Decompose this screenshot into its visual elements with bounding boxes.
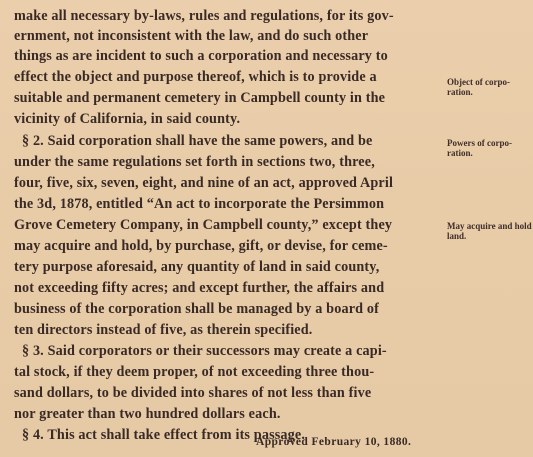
text-line: may acquire and hold, by purchase, gift, or devise, for ceme- [14,238,388,254]
text-line: sand dollars, to be divided into shares of not less than five [14,385,372,401]
text-line: ernment, not inconsistent with the law, and do such other [14,28,369,44]
margin-note-land: May acquire and hold land. [447,221,532,241]
text-line: under the same regulations set forth in sections two, three, [14,154,375,170]
section-3-start: § 3. Said corporators or their successors may create a capi- [22,343,387,359]
text-line: make all necessary by-laws, rules and regulations, for its gov- [14,8,394,24]
text-line: four, five, six, seven, eight, and nine of an act, approved April [14,175,394,191]
text-line: not exceeding fifty acres; and except further, the affairs and [14,280,385,296]
text-line: things as are incident to such a corporation and necessary to [14,48,388,64]
text-line: nor greater than two hundred dollars each. [14,406,281,422]
text-line: effect the object and purpose thereof, which is to provide a [14,69,377,85]
text-line: vicinity of California, in said county. [14,111,241,127]
text-line: Grove Cemetery Company, in Campbell county,” except they [14,217,393,233]
text-line: business of the corporation shall be managed by a board of [14,301,380,317]
text-line: ten directors instead of five, as therein specified. [14,322,313,338]
text-line: tery purpose aforesaid, any quantity of land in said county, [14,259,380,275]
text-line: the 3d, 1878, entitled “An act to incorporate the Persimmon [14,196,385,212]
text-line: tal stock, if they deem proper, of not exceeding three thou- [14,364,375,380]
approval-date: Approved February 10, 1880. [256,436,412,448]
margin-note-powers: Powers of corpo-ration. [447,138,512,158]
margin-note-object: Object of corpo-ration. [447,77,510,97]
section-4: § 4. This act shall take effect from its passage. [22,427,306,443]
text-line: suitable and permanent cemetery in Campbell county in the [14,90,386,106]
section-2-start: § 2. Said corporation shall have the same powers, and be [22,133,373,149]
